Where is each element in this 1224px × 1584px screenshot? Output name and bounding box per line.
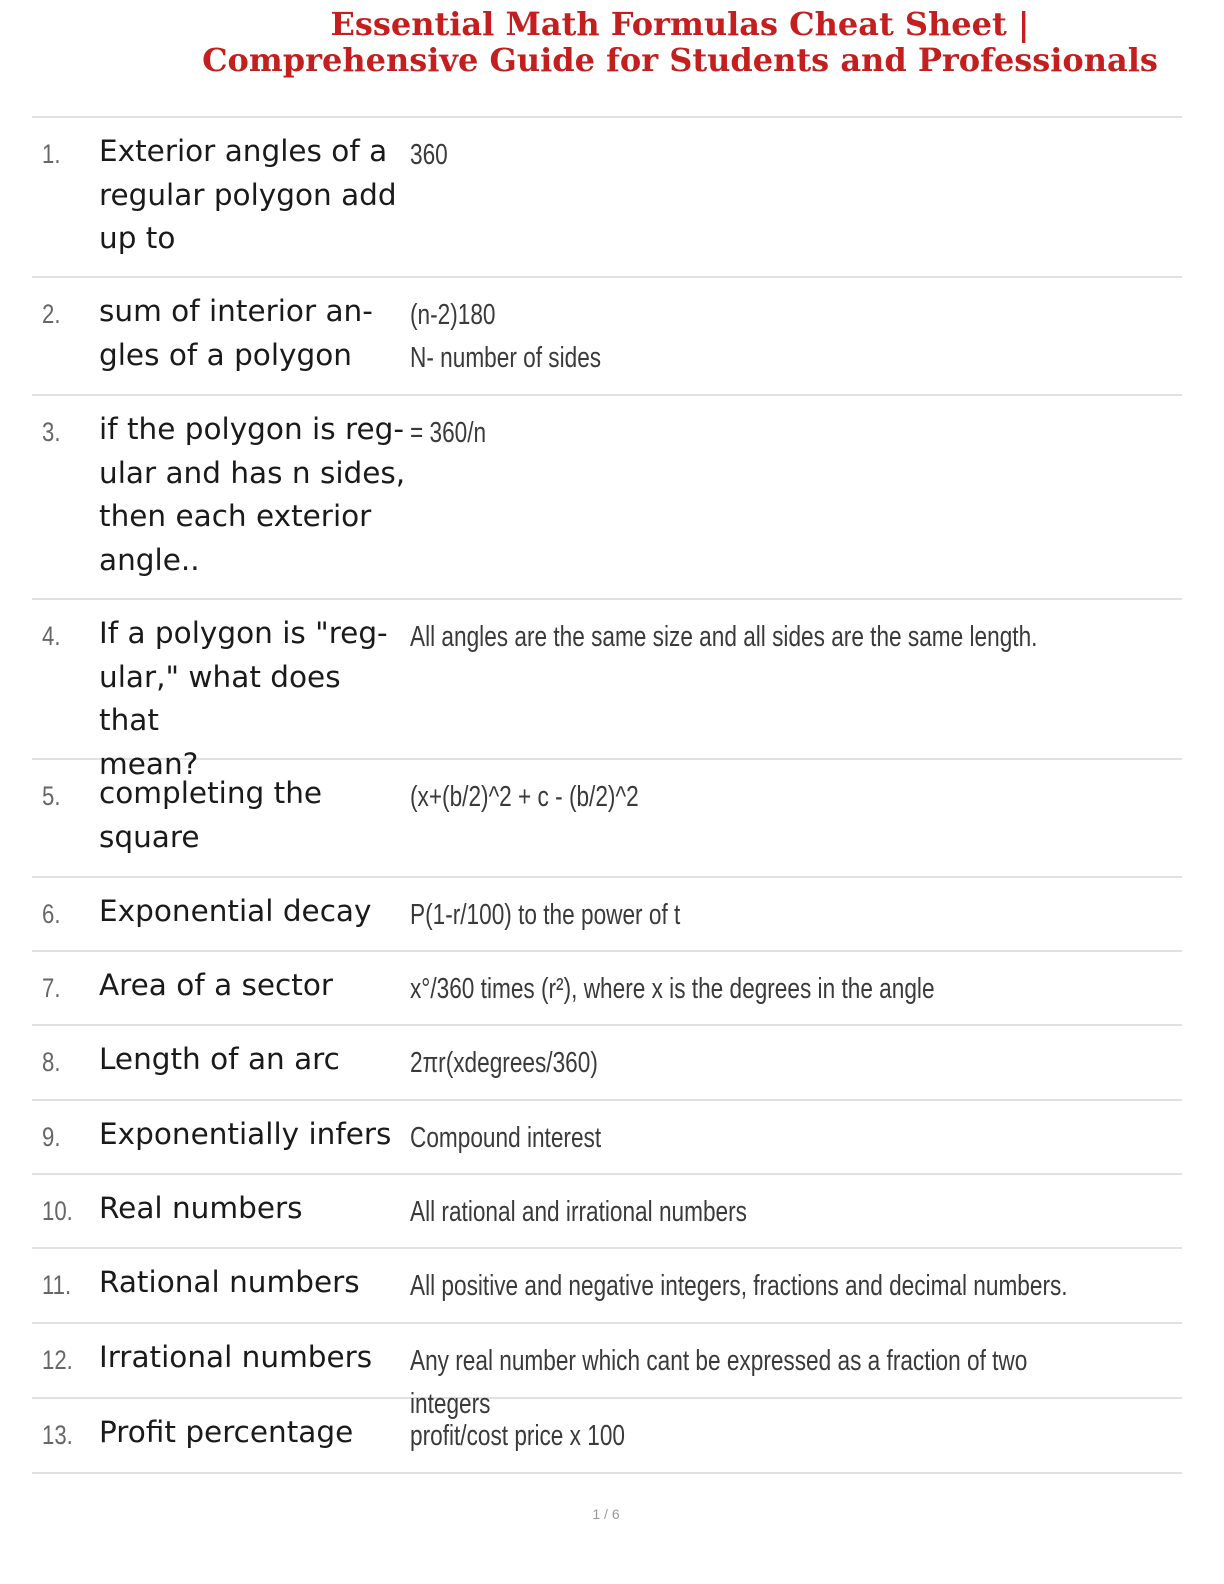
row-number: 8. xyxy=(42,1047,61,1077)
definition-text: All positive and negative integers, fractions and decimal numbers. xyxy=(410,1270,1068,1302)
definition-text: All angles are the same size and all sides are the same length. xyxy=(410,621,1038,653)
term-text: Area of a sector xyxy=(99,968,334,1002)
definition-text: (n-2)180 N- number of sides xyxy=(410,299,602,374)
flashcard-row xyxy=(32,1101,1182,1175)
definition-text: (x+(b/2)^2 + c - (b/2)^2 xyxy=(410,781,639,813)
term-text: Rational numbers xyxy=(99,1265,360,1299)
row-number: 6. xyxy=(42,899,61,929)
row-number: 1. xyxy=(42,139,61,169)
definition-text: 2πr(xdegrees/360) xyxy=(410,1047,598,1079)
row-number: 5. xyxy=(42,781,61,811)
definition-text: 360 xyxy=(410,139,448,171)
definition-text: Any real number which cant be expressed as a fraction of two integers xyxy=(410,1345,1028,1420)
definition-text: = 360/n xyxy=(410,417,487,449)
row-number: 11. xyxy=(42,1270,72,1300)
term-text: Exponentially infers xyxy=(99,1117,392,1151)
term-text: If a polygon is "reg- ular," what does that mean? xyxy=(99,616,388,781)
row-number: 13. xyxy=(42,1420,73,1450)
term-text: sum of interior an- gles of a polygon xyxy=(99,294,373,372)
page-title xyxy=(150,6,1210,78)
definition-text: All rational and irrational numbers xyxy=(410,1196,747,1228)
definition-text: P(1-r/100) to the power of t xyxy=(410,899,681,931)
term-text: Length of an arc xyxy=(99,1042,340,1076)
flashcard-row xyxy=(32,1175,1182,1249)
flashcard-row xyxy=(32,396,1182,600)
row-number: 3. xyxy=(42,417,61,447)
term-text: Exterior angles of a regular polygon add up to xyxy=(99,134,397,255)
row-number: 7. xyxy=(42,973,61,1003)
page-title-line-1: Essential Math Formulas Cheat Sheet | xyxy=(330,5,1030,43)
page-title-line-2: Comprehensive Guide for Students and Professionals xyxy=(202,41,1158,79)
term-text: Irrational numbers xyxy=(99,1340,373,1374)
flashcard-row xyxy=(32,760,1182,878)
flashcard-row xyxy=(32,952,1182,1026)
definition-text: profit/cost price x 100 xyxy=(410,1420,625,1452)
flashcard-row xyxy=(32,1026,1182,1101)
flashcard-row xyxy=(32,1399,1182,1474)
row-number: 4. xyxy=(42,621,61,651)
row-number: 2. xyxy=(42,299,61,329)
term-text: completing the square xyxy=(99,776,323,854)
flashcard-row xyxy=(32,278,1182,396)
term-text: Profit percentage xyxy=(99,1415,354,1449)
term-text: Exponential decay xyxy=(99,894,372,928)
definition-text: Compound interest xyxy=(410,1122,602,1154)
page-number: 1 / 6 xyxy=(592,1506,620,1522)
definition-text: x°/360 times (r²), where x is the degrees in the angle xyxy=(410,973,935,1005)
row-number: 12. xyxy=(42,1345,73,1375)
flashcard-row xyxy=(32,1249,1182,1324)
row-number: 9. xyxy=(42,1122,61,1152)
term-text: if the polygon is reg- ular and has n sides, then each exterior angle.. xyxy=(99,412,406,577)
flashcard-row xyxy=(32,600,1182,781)
term-text: Real numbers xyxy=(99,1191,303,1225)
flashcard-row xyxy=(32,878,1182,952)
flashcard-list xyxy=(32,118,1182,1474)
flashcard-row xyxy=(32,1324,1182,1420)
row-number: 10. xyxy=(42,1196,73,1226)
flashcard-row xyxy=(32,118,1182,278)
